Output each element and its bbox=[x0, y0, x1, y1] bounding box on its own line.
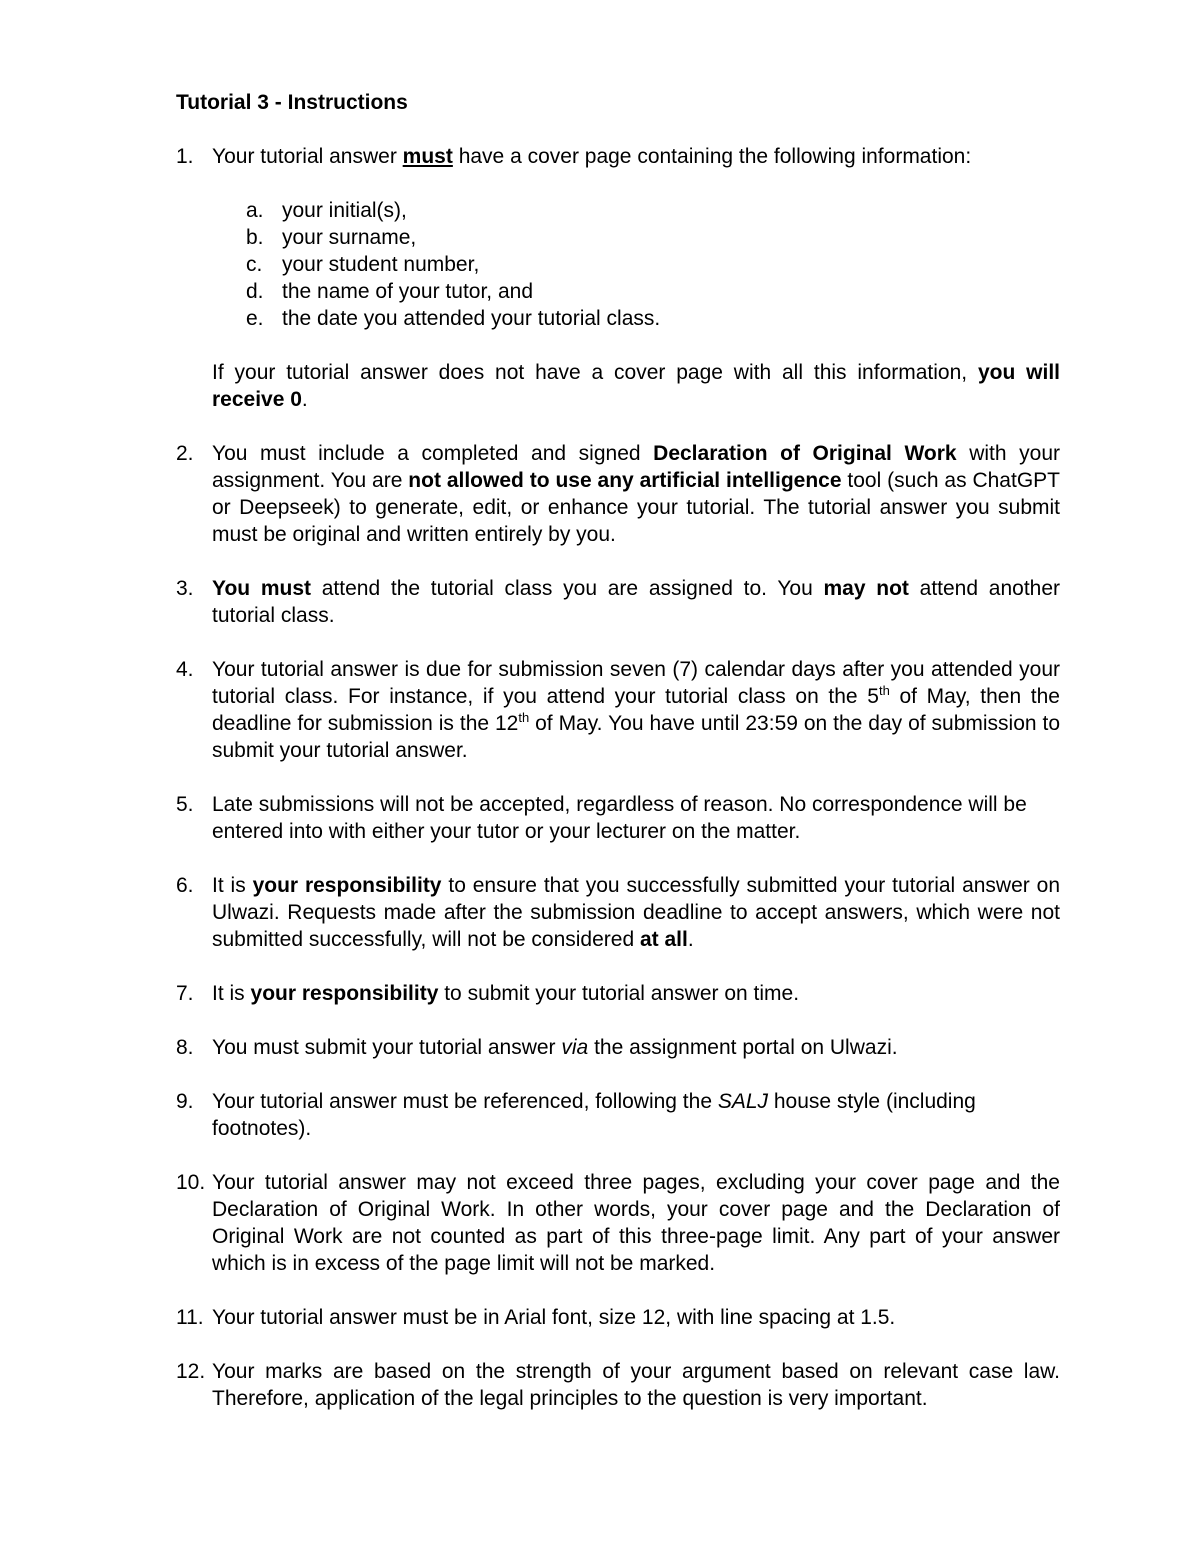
instructions-list bbox=[176, 143, 1060, 1412]
item-number: 5. bbox=[176, 793, 194, 816]
instruction-item-4 bbox=[176, 656, 1060, 764]
item-text: Your tutorial answer may not exceed three pages, excluding your cover page and the Declaration of Original Work. In other words, your cover page and the Declaration of Original Work are not counted as part of this three-page limit. Any part of your answer which is in excess of the page limit will not be marked. bbox=[212, 1171, 1060, 1275]
item-number: 2. bbox=[176, 442, 194, 465]
item-number: 1. bbox=[176, 145, 194, 168]
item-text: Late submissions will not be accepted, regardless of reason. No correspondence will be entered into with either your tutor or your lecturer on the matter. bbox=[212, 793, 1027, 843]
instruction-item-9 bbox=[176, 1088, 1060, 1142]
item-text: If your tutorial answer does not have a cover page with all this information, you will receive 0. bbox=[212, 361, 1060, 411]
item-text: Your tutorial answer must have a cover page containing the following information: bbox=[212, 145, 972, 168]
item-text: Your marks are based on the strength of your argument based on relevant case law. Therefore, application of the legal principles to the question is very important. bbox=[212, 1360, 1060, 1410]
instruction-item-3 bbox=[176, 575, 1060, 629]
item-number: 8. bbox=[176, 1036, 194, 1059]
item-number: 12. bbox=[176, 1360, 206, 1383]
item-text: Your tutorial answer must be in Arial font, size 12, with line spacing at 1.5. bbox=[212, 1306, 896, 1329]
sub-item-c: c. your student number, bbox=[246, 253, 480, 276]
instruction-item-12 bbox=[176, 1358, 1060, 1412]
instruction-item-10 bbox=[176, 1169, 1060, 1277]
item-number: 11. bbox=[176, 1306, 204, 1329]
instruction-item-7 bbox=[176, 980, 1060, 1007]
item-text: You must attend the tutorial class you are assigned to. You may not attend another tutorial class. bbox=[212, 577, 1060, 627]
item-number: 10. bbox=[176, 1171, 206, 1194]
item-number: 7. bbox=[176, 982, 194, 1005]
sub-item-e: e. the date you attended your tutorial class. bbox=[246, 307, 661, 330]
instruction-item-5 bbox=[176, 791, 1060, 845]
item-text: Your tutorial answer must be referenced, following the SALJ house style (including footnotes). bbox=[212, 1090, 976, 1140]
item-text: It is your responsibility to ensure that you successfully submitted your tutorial answer on Ulwazi. Requests made after the submission deadline to accept answers, which were not submitted successfully, will not be considered at all. bbox=[212, 874, 1060, 951]
item-number: 4. bbox=[176, 658, 194, 681]
item-text: Your tutorial answer is due for submission seven (7) calendar days after you attended your tutorial class. For instance, if you attend your tutorial class on the 5th of May, then the deadline for submission is the 12th of May. You have until 23:59 on the day of submission to submit your tutorial answer. bbox=[212, 658, 1061, 762]
emphasis-must: must bbox=[402, 145, 453, 168]
sub-item-b: b. your surname, bbox=[246, 226, 417, 249]
instruction-item-2 bbox=[176, 440, 1060, 548]
item-text: It is your responsibility to submit your tutorial answer on time. bbox=[212, 982, 800, 1005]
instruction-item-11 bbox=[176, 1304, 1060, 1331]
sub-item-a: a. your initial(s), bbox=[246, 199, 407, 222]
item-text: You must submit your tutorial answer via the assignment portal on Ulwazi. bbox=[212, 1036, 898, 1059]
document-title: Tutorial 3 - Instructions bbox=[176, 91, 408, 114]
instruction-item-8 bbox=[176, 1034, 1060, 1061]
item-number: 9. bbox=[176, 1090, 194, 1113]
instruction-item-6 bbox=[176, 872, 1060, 953]
item-number: 6. bbox=[176, 874, 194, 897]
cover-page-requirements bbox=[212, 197, 1060, 332]
sub-item-d: d. the name of your tutor, and bbox=[246, 280, 533, 303]
item-text: You must include a completed and signed Declaration of Original Work with your assignment. You are not allowed to use any artificial intelligence tool (such as ChatGPT or Deepseek) to generate, edit, or enhance your tutorial. The tutorial answer you submit must be original and written entirely by you. bbox=[212, 442, 1060, 546]
item-number: 3. bbox=[176, 577, 194, 600]
instruction-item-1 bbox=[176, 143, 1060, 413]
document-page bbox=[176, 89, 1060, 1412]
